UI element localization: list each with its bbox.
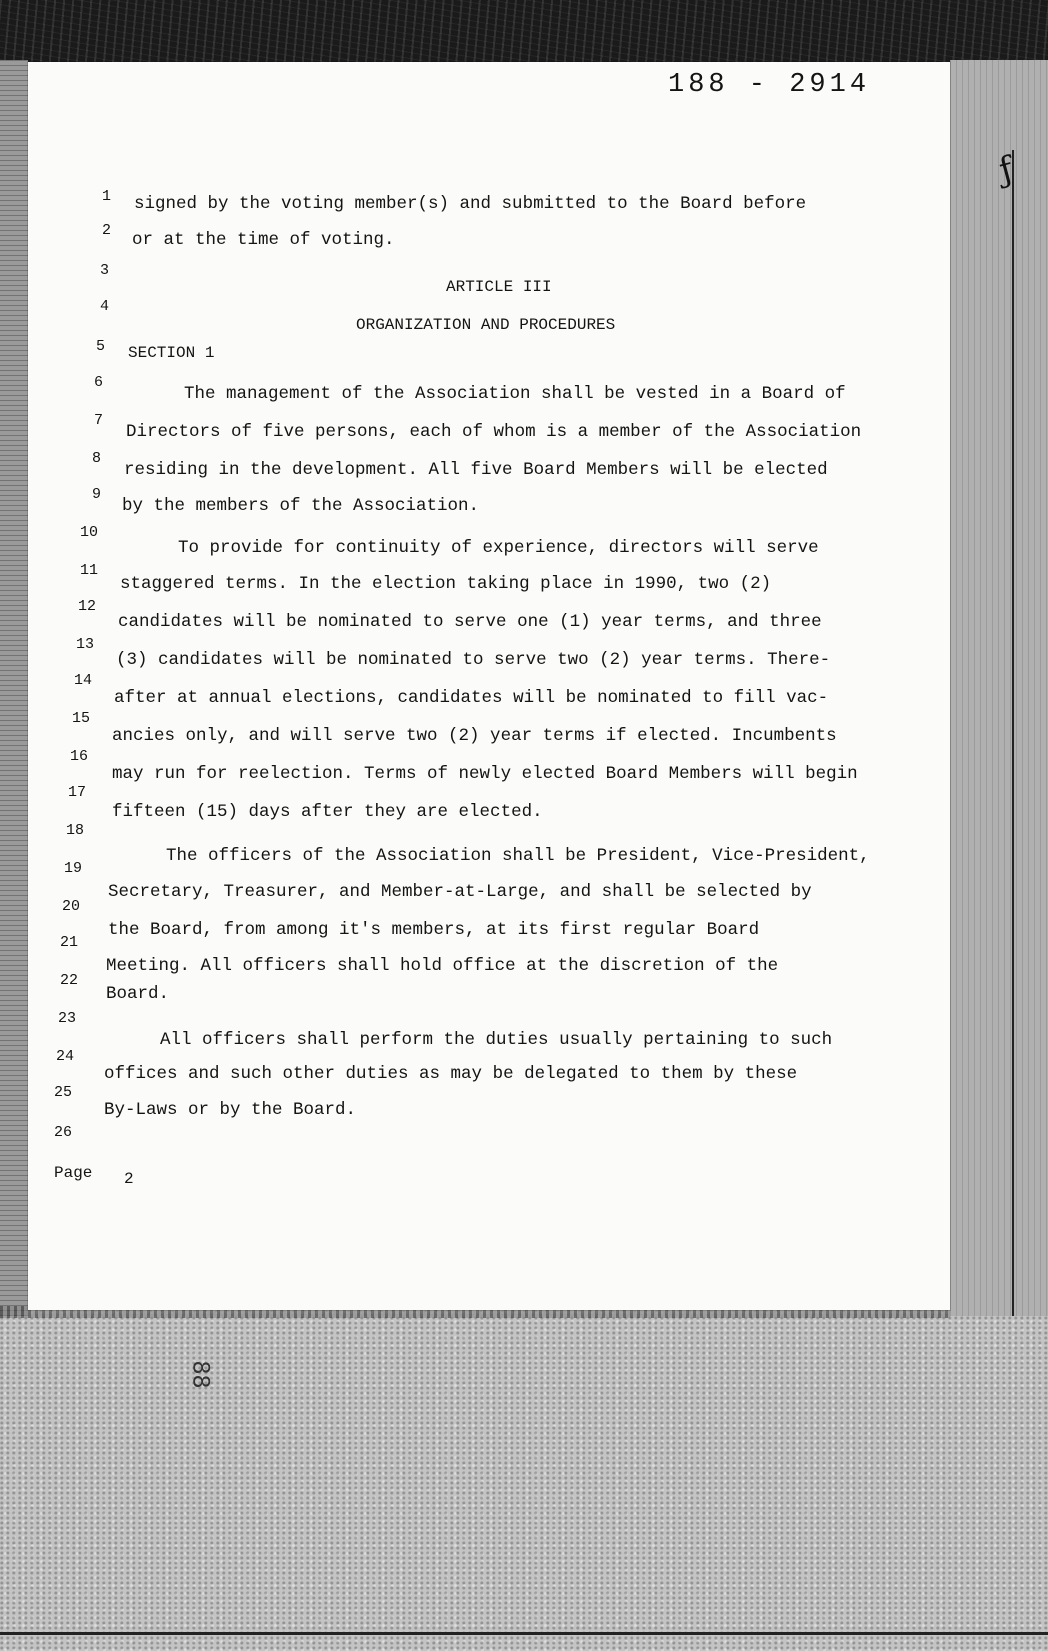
body-line: fifteen (15) days after they are elected. [112,802,543,822]
section-heading: SECTION 1 [128,344,215,362]
line-number: 26 [54,1124,73,1141]
body-line: All officers shall perform the duties usually pertaining to such [160,1030,833,1050]
body-line: candidates will be nominated to serve one (1) year terms, and three [118,612,822,632]
article-title: ARTICLE III [446,278,552,296]
body-line: (3) candidates will be nominated to serve two (2) year terms. There- [116,650,831,670]
body-line: Board. [106,984,170,1004]
scan-bottom-rule [0,1632,1048,1635]
body-line: after at annual elections, candidates will be nominated to fill vac- [114,688,829,708]
handwritten-mark: ƒ [995,149,1018,191]
line-number: 19 [64,860,83,877]
line-number: 23 [58,1010,77,1027]
line-number: 18 [66,822,85,839]
line-number: 8 [92,450,102,467]
body-line: by the members of the Association. [122,496,480,516]
body-line: offices and such other duties as may be delegated to them by these [104,1064,798,1084]
line-number: 13 [76,636,95,653]
line-number: 6 [94,374,104,391]
body-line: The officers of the Association shall be President, Vice-President, [166,846,870,866]
page-number: 2 [124,1170,134,1188]
body-line: residing in the development. All five Board Members will be elected [124,460,828,480]
body-line: Meeting. All officers shall hold office at the discretion of the [106,956,779,976]
line-number: 2 [102,222,112,239]
body-line: the Board, from among it's members, at its first regular Board [108,920,760,940]
line-number: 15 [72,710,91,727]
body-line: staggered terms. In the election taking place in 1990, two (2) [120,574,772,594]
body-line: To provide for continuity of experience, directors will serve [178,538,819,558]
scan-top-border [0,0,1048,66]
body-line: may run for reelection. Terms of newly elected Board Members will begin [112,764,858,784]
line-number: 9 [92,486,102,503]
line-number: 17 [68,784,87,801]
article-subtitle: ORGANIZATION AND PROCEDURES [356,316,616,334]
page-label: Page [54,1164,93,1182]
body-line: By-Laws or by the Board. [104,1100,357,1120]
line-number: 1 [102,188,112,205]
line-number: 22 [60,972,79,989]
line-number: 7 [94,412,104,429]
body-line: or at the time of voting. [132,230,395,250]
line-number: 12 [78,598,97,615]
body-line: signed by the voting member(s) and submitted to the Board before [134,194,807,214]
line-number: 20 [62,898,81,915]
line-number: 10 [80,524,99,541]
line-number: 14 [74,672,93,689]
margin-stamp: 88 [187,1360,213,1389]
line-number: 16 [70,748,89,765]
body-line: Directors of five persons, each of whom is a member of the Association [126,422,862,442]
body-line: The management of the Association shall be vested in a Board of [184,384,846,404]
line-number: 21 [60,934,79,951]
body-line: Secretary, Treasurer, and Member-at-Large, and shall be selected by [108,882,812,902]
document-number: 188 - 2914 [668,70,871,100]
line-number: 24 [56,1048,75,1065]
scan-bottom-area [0,1316,1048,1651]
line-number: 5 [96,338,106,355]
line-number: 11 [80,562,99,579]
line-number: 4 [100,298,110,315]
body-line: ancies only, and will serve two (2) year terms if elected. Incumbents [112,726,837,746]
line-number: 3 [100,262,110,279]
line-number: 25 [54,1084,73,1101]
